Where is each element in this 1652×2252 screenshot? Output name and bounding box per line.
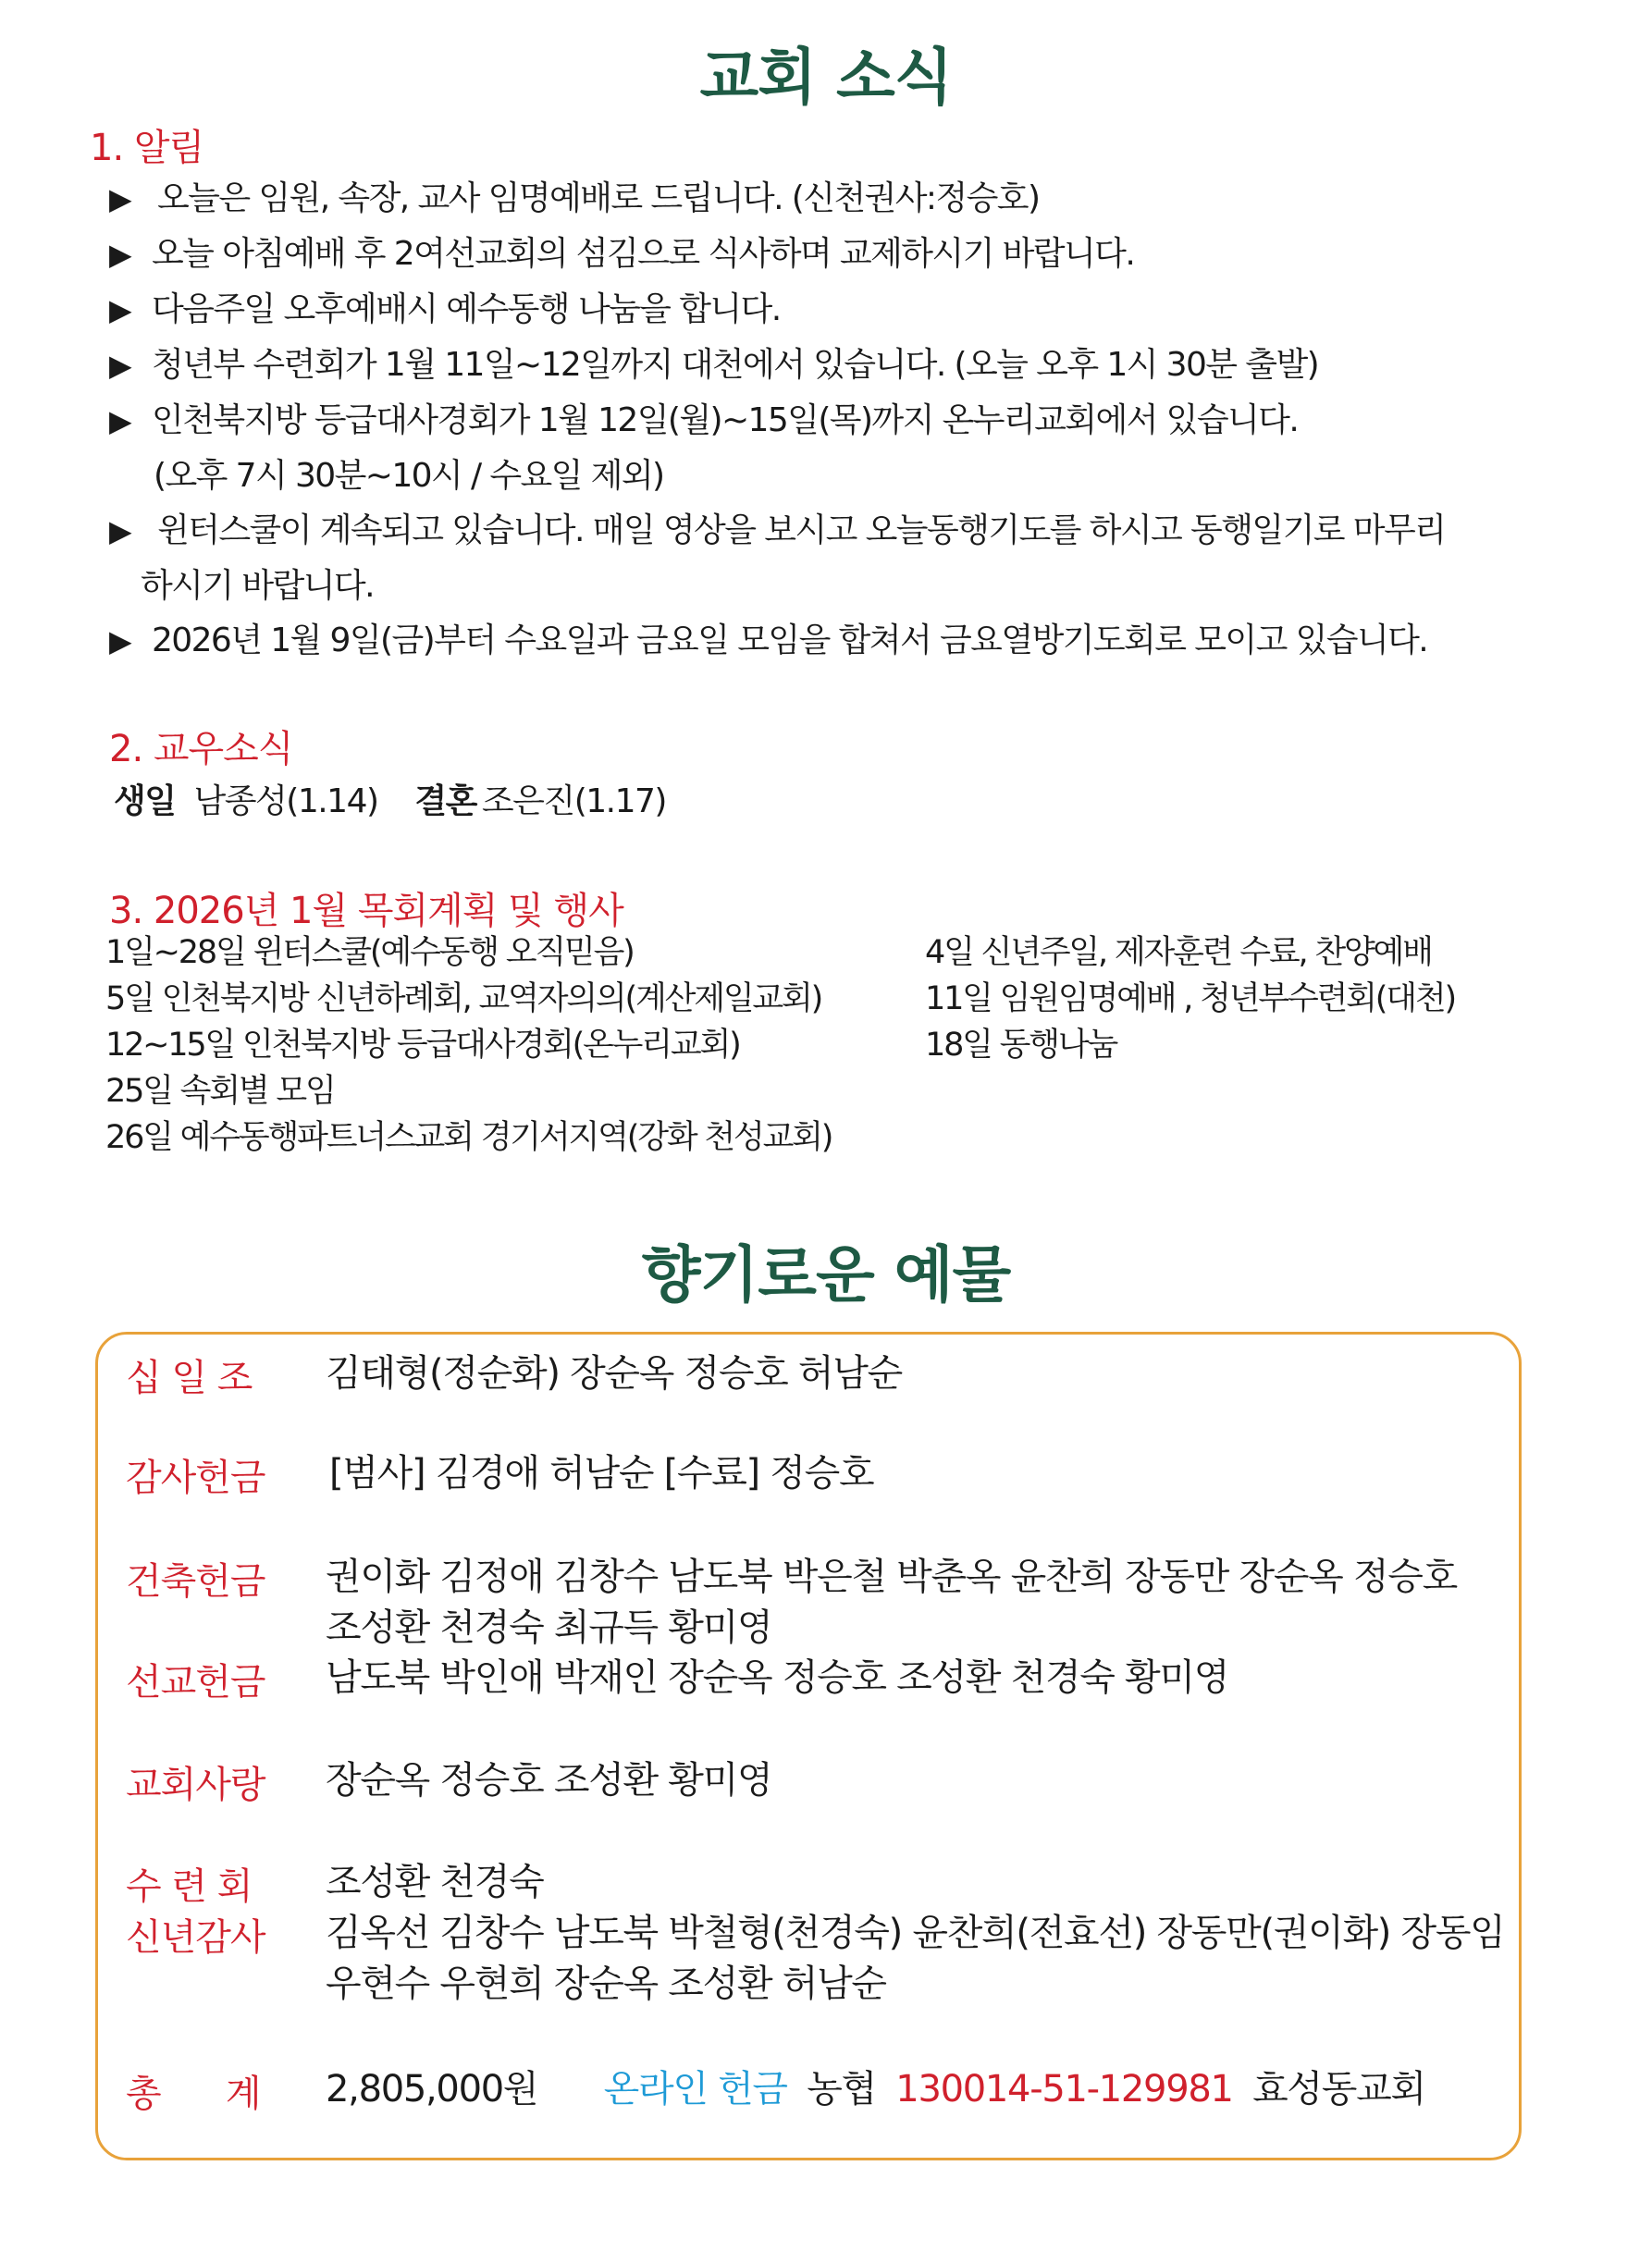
list-item: 25일 속회별 모임 [105, 1073, 335, 1110]
offering-label: 건축헌금 [126, 1560, 265, 1603]
list-item: ▶ 인천북지방 등급대사경회가 1월 12일(월)~15일(목)까지 온누리교회에서 있습니다. (오후 7시 30분~10시 / 수요일 제외) [109, 393, 1445, 503]
offering-label: 십 일 조 [126, 1357, 253, 1399]
plan-heading: 3. 2026년 1월 목회계획 및 행사 [109, 890, 623, 932]
member-news-heading: 2. 교우소식 [109, 728, 293, 770]
offering-names: 장순옥 정승호 조성환 황미영 [326, 1759, 772, 1802]
triangle-bullet-icon: ▶ [109, 348, 131, 383]
total-label: 총 계 [126, 2073, 261, 2115]
notice-list [109, 171, 1445, 669]
list-item: ▶ 다음주일 오후예배시 예수동행 나눔을 합니다. [109, 282, 1445, 338]
offering-names: 남도북 박인애 박재인 장순옥 정승호 조성환 천경숙 황미영 [326, 1656, 1229, 1699]
triangle-bullet-icon: ▶ [109, 181, 131, 216]
triangle-bullet-icon: ▶ [109, 237, 131, 272]
list-item: ▶ 오늘은 임원, 속장, 교사 임명예배로 드립니다. (신천권사:정승호) [109, 171, 1445, 227]
offering-names: 김태형(정순화) 장순옥 정승호 허남순 [326, 1352, 902, 1395]
offering-names: 김옥선 김창수 남도북 박철형(천경숙) 윤찬희(전효선) 장동만(권이화) 장동임 우현수 우현희 장순옥 조성환 허남순 [326, 1912, 1505, 2005]
triangle-bullet-icon: ▶ [109, 292, 131, 327]
news-title: 교회 소식 [699, 42, 953, 113]
triangle-bullet-icon: ▶ [109, 623, 131, 658]
list-item: ▶ 윈터스쿨이 계속되고 있습니다. 매일 영상을 보시고 오늘동행기도를 하시고 동행일기로 마무리 하시기 바랍니다. [109, 503, 1445, 613]
offering-label: 교회사랑 [126, 1764, 265, 1806]
offering-label: 신년감사 [126, 1916, 265, 1959]
total-line [326, 2064, 1425, 2115]
list-item: 12~15일 인천북지방 등급대사경회(온누리교회) [105, 1027, 740, 1064]
list-item: ▶ 2026년 1월 9일(금)부터 수요일과 금요일 모임을 합쳐서 금요열방기도회로 모이고 있습니다. [109, 613, 1445, 669]
list-item: ▶ 오늘 아침예배 후 2여선교회의 섬김으로 식사하며 교제하시기 바랍니다. [109, 227, 1445, 282]
list-item: 26일 예수동행파트너스교회 경기서지역(강화 천성교회) [105, 1119, 832, 1156]
wedding-value: 조은진(1.17) [481, 782, 666, 820]
list-item: 18일 동행나눔 [925, 1027, 1117, 1064]
plan-right-column [925, 929, 1455, 1068]
offering-names: 권이화 김정애 김창수 남도북 박은철 박춘옥 윤찬희 장동만 장순옥 정승호 조성환 천경숙 최규득 황미영 [326, 1556, 1457, 1649]
list-item: ▶ 청년부 수련회가 1월 11일~12일까지 대천에서 있습니다. (오늘 오후 1시 30분 출발) [109, 338, 1445, 393]
offering-label: 선교헌금 [126, 1661, 265, 1704]
offering-names: [범사] 김경애 허남순 [수료] 정승호 [329, 1452, 874, 1495]
member-news-line [114, 775, 666, 822]
plan-left-column [105, 929, 832, 1161]
birthday-value: 남종성(1.14) [193, 782, 378, 820]
account-number: 130014-51-129981 [895, 2068, 1233, 2110]
bank-name: 농협 [807, 2068, 876, 2110]
triangle-bullet-icon: ▶ [109, 403, 131, 438]
offerings-title: 향기로운 예물 [641, 1239, 1011, 1311]
list-item: 11일 임원임명예배 , 청년부수련회(대천) [925, 980, 1455, 1017]
offering-names: 조성환 천경숙 [326, 1861, 544, 1903]
notice-heading: 1. 알림 [90, 127, 204, 169]
account-holder: 효성동교회 [1252, 2068, 1425, 2110]
offering-label: 수 련 회 [126, 1865, 253, 1908]
triangle-bullet-icon: ▶ [109, 513, 131, 548]
list-item: 1일~28일 윈터스쿨(예수동행 오직믿음) [105, 934, 634, 971]
list-item: 4일 신년주일, 제자훈련 수료, 찬양예배 [925, 934, 1432, 971]
wedding-label: 결혼 [414, 782, 476, 820]
total-amount: 2,805,000원 [326, 2068, 538, 2110]
list-item: 5일 인천북지방 신년하례회, 교역자의의(계산제일교회) [105, 980, 822, 1017]
offering-label: 감사헌금 [126, 1457, 265, 1499]
birthday-label: 생일 [114, 782, 176, 820]
online-offering-label: 온라인 헌금 [603, 2068, 787, 2110]
